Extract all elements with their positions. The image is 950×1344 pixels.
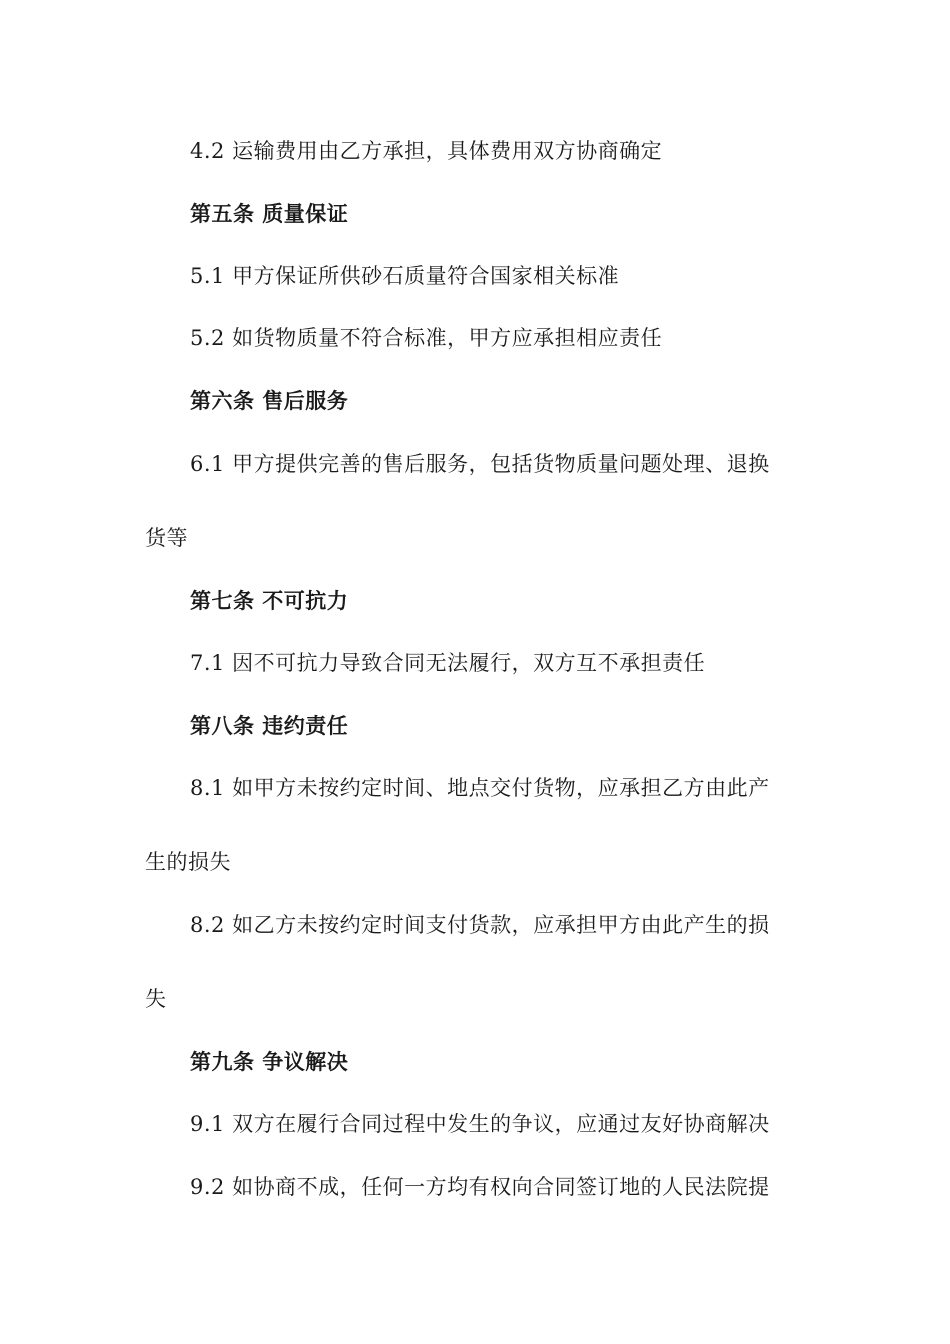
clause-7-1: 7.1 因不可抗力导致合同无法履行，双方互不承担责任 xyxy=(190,651,706,675)
article-6-heading: 第六条 售后服务 xyxy=(190,389,349,413)
clause-9-2: 9.2 如协商不成，任何一方均有权向合同签订地的人民法院提 xyxy=(190,1175,770,1199)
clause-6-1-continuation: 货等 xyxy=(145,526,188,550)
article-5-heading: 第五条 质量保证 xyxy=(190,202,349,226)
clause-4-2: 4.2 运输费用由乙方承担，具体费用双方协商确定 xyxy=(190,139,663,163)
clause-8-2-continuation: 失 xyxy=(145,987,167,1011)
article-9-heading: 第九条 争议解决 xyxy=(190,1050,349,1074)
clause-6-1: 6.1 甲方提供完善的售后服务，包括货物质量问题处理、退换 xyxy=(190,452,770,476)
clause-8-1-continuation: 生的损失 xyxy=(145,850,231,874)
clause-8-1: 8.1 如甲方未按约定时间、地点交付货物，应承担乙方由此产 xyxy=(190,776,770,800)
article-7-heading: 第七条 不可抗力 xyxy=(190,589,349,613)
article-8-heading: 第八条 违约责任 xyxy=(190,714,349,738)
clause-9-1: 9.1 双方在履行合同过程中发生的争议，应通过友好协商解决 xyxy=(190,1112,770,1136)
clause-8-2: 8.2 如乙方未按约定时间支付货款，应承担甲方由此产生的损 xyxy=(190,913,770,937)
clause-5-1: 5.1 甲方保证所供砂石质量符合国家相关标准 xyxy=(190,264,620,288)
clause-5-2: 5.2 如货物质量不符合标准，甲方应承担相应责任 xyxy=(190,326,663,350)
